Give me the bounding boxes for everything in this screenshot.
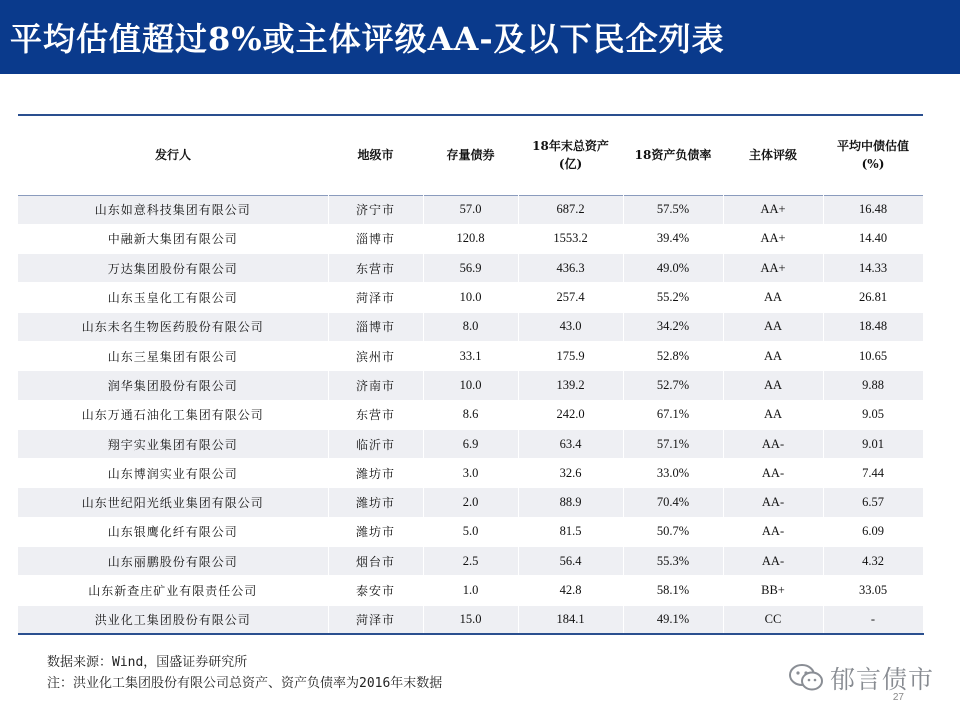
source-footnote: 数据来源：Wind，国盛证券研究所 (47, 655, 248, 670)
table-cell: AA- (723, 429, 823, 458)
column-header: 主体评级 (748, 148, 797, 163)
table-cell: 山东玉皇化工有限公司 (18, 283, 328, 312)
table-cell: 5.0 (423, 517, 518, 546)
table-row (18, 547, 923, 576)
issuer-table-container (18, 114, 923, 635)
table-row (18, 517, 923, 546)
table-cell: 山东丽鹏股份有限公司 (18, 547, 328, 576)
table-cell: 潍坊市 (328, 488, 423, 517)
table-cell: 山东世纪阳光纸业集团有限公司 (18, 488, 328, 517)
table-row (18, 224, 923, 253)
table-cell: 7.44 (823, 459, 923, 488)
table-cell: 81.5 (518, 517, 623, 546)
table-cell: 山东如意科技集团有限公司 (18, 195, 328, 224)
table-cell: 泰安市 (328, 576, 423, 605)
table-cell: 55.3% (623, 547, 723, 576)
table-cell: 10.65 (823, 341, 923, 370)
table-cell: AA (723, 371, 823, 400)
table-cell: 33.0% (623, 459, 723, 488)
table-cell: 8.6 (423, 400, 518, 429)
table-cell: 10.0 (423, 371, 518, 400)
table-cell: 临沂市 (328, 429, 423, 458)
table-cell: 10.0 (423, 283, 518, 312)
table-cell: 52.7% (623, 371, 723, 400)
watermark (788, 660, 934, 696)
table-row (18, 283, 923, 312)
table-cell: 14.33 (823, 254, 923, 283)
table-cell: AA+ (723, 254, 823, 283)
table-cell: AA- (723, 459, 823, 488)
table-cell: 山东新查庄矿业有限责任公司 (18, 576, 328, 605)
table-cell: - (823, 605, 923, 634)
table-cell: AA+ (723, 224, 823, 253)
table-cell: AA (723, 283, 823, 312)
table-cell: CC (723, 605, 823, 634)
watermark-text: 郁言债市 (829, 665, 934, 694)
table-cell: 菏泽市 (328, 605, 423, 634)
table-header (18, 115, 923, 195)
table-cell: 山东万通石油化工集团有限公司 (18, 400, 328, 429)
table-cell: 9.05 (823, 400, 923, 429)
table-cell: 58.1% (623, 576, 723, 605)
column-header: 18年末总资产 (亿) (532, 139, 609, 172)
table-cell: 2.5 (423, 547, 518, 576)
table-body (18, 195, 923, 634)
table-cell: AA- (723, 547, 823, 576)
table-cell: 56.4 (518, 547, 623, 576)
table-cell: 57.0 (423, 195, 518, 224)
table-cell: 18.48 (823, 312, 923, 341)
table-cell: 潍坊市 (328, 459, 423, 488)
table-cell: 山东未名生物医药股份有限公司 (18, 312, 328, 341)
column-header: 平均中债估值 (%) (836, 139, 909, 172)
table-cell: 15.0 (423, 605, 518, 634)
table-cell: BB+ (723, 576, 823, 605)
issuer-table (18, 114, 924, 635)
table-cell: 济南市 (328, 371, 423, 400)
table-cell: AA (723, 312, 823, 341)
table-cell: 9.88 (823, 371, 923, 400)
table-row (18, 459, 923, 488)
table-cell: 42.8 (518, 576, 623, 605)
table-cell: 菏泽市 (328, 283, 423, 312)
table-row (18, 576, 923, 605)
table-cell: 潍坊市 (328, 517, 423, 546)
table-cell: 257.4 (518, 283, 623, 312)
table-cell: 57.5% (623, 195, 723, 224)
table-cell: 6.9 (423, 429, 518, 458)
table-cell: 120.8 (423, 224, 518, 253)
table-cell: AA- (723, 517, 823, 546)
table-cell: 57.1% (623, 429, 723, 458)
table-cell: 184.1 (518, 605, 623, 634)
table-cell: 中融新大集团有限公司 (18, 224, 328, 253)
table-cell: 淄博市 (328, 224, 423, 253)
table-cell: 33.1 (423, 341, 518, 370)
table-cell: 翔宇实业集团有限公司 (18, 429, 328, 458)
table-cell: 山东三星集团有限公司 (18, 341, 328, 370)
column-header: 地级市 (357, 148, 394, 163)
table-cell: 436.3 (518, 254, 623, 283)
page-title: 平均估值超过8%或主体评级AA-及以下民企列表 (10, 20, 725, 58)
table-cell: 175.9 (518, 341, 623, 370)
column-header: 18资产负债率 (634, 148, 712, 163)
table-cell: 9.01 (823, 429, 923, 458)
table-row (18, 400, 923, 429)
column-header: 存量债券 (446, 148, 495, 163)
table-cell: 55.2% (623, 283, 723, 312)
page-number: 27 (892, 692, 904, 703)
table-cell: 16.48 (823, 195, 923, 224)
table-cell: 49.0% (623, 254, 723, 283)
table-cell: 49.1% (623, 605, 723, 634)
table-cell: 39.4% (623, 224, 723, 253)
table-cell: 3.0 (423, 459, 518, 488)
title-bar (0, 0, 960, 74)
table-row (18, 429, 923, 458)
table-cell: 润华集团股份有限公司 (18, 371, 328, 400)
table-cell: 1.0 (423, 576, 518, 605)
header-row (18, 115, 923, 195)
table-cell: 139.2 (518, 371, 623, 400)
table-cell: AA+ (723, 195, 823, 224)
table-cell: 56.9 (423, 254, 518, 283)
table-cell: 67.1% (623, 400, 723, 429)
table-cell: 6.57 (823, 488, 923, 517)
table-cell: AA (723, 341, 823, 370)
table-cell: 32.6 (518, 459, 623, 488)
data-note-footnote: 注：洪业化工集团股份有限公司总资产、资产负债率为2016年末数据 (47, 676, 443, 691)
table-cell: 济宁市 (328, 195, 423, 224)
table-cell: 4.32 (823, 547, 923, 576)
table-row (18, 254, 923, 283)
table-cell: 山东博润实业有限公司 (18, 459, 328, 488)
column-header: 发行人 (154, 148, 191, 163)
table-cell: 山东银鹰化纤有限公司 (18, 517, 328, 546)
table-cell: 33.05 (823, 576, 923, 605)
table-cell: 242.0 (518, 400, 623, 429)
table-cell: 2.0 (423, 488, 518, 517)
table-row (18, 195, 923, 224)
table-cell: 52.8% (623, 341, 723, 370)
table-cell: 88.9 (518, 488, 623, 517)
table-cell: 687.2 (518, 195, 623, 224)
table-row (18, 605, 923, 634)
table-cell: 东营市 (328, 400, 423, 429)
table-row (18, 341, 923, 370)
table-row (18, 488, 923, 517)
wechat-icon (788, 663, 824, 693)
table-cell: 26.81 (823, 283, 923, 312)
table-cell: 滨州市 (328, 341, 423, 370)
table-cell: 东营市 (328, 254, 423, 283)
table-cell: 43.0 (518, 312, 623, 341)
table-cell: 淄博市 (328, 312, 423, 341)
table-cell: 14.40 (823, 224, 923, 253)
table-cell: AA (723, 400, 823, 429)
table-cell: 万达集团股份有限公司 (18, 254, 328, 283)
table-cell: 50.7% (623, 517, 723, 546)
table-cell: 洪业化工集团股份有限公司 (18, 605, 328, 634)
table-cell: 烟台市 (328, 547, 423, 576)
table-cell: 70.4% (623, 488, 723, 517)
table-row (18, 312, 923, 341)
table-row (18, 371, 923, 400)
table-cell: 6.09 (823, 517, 923, 546)
table-cell: 1553.2 (518, 224, 623, 253)
table-cell: AA- (723, 488, 823, 517)
table-cell: 8.0 (423, 312, 518, 341)
table-cell: 34.2% (623, 312, 723, 341)
table-cell: 63.4 (518, 429, 623, 458)
